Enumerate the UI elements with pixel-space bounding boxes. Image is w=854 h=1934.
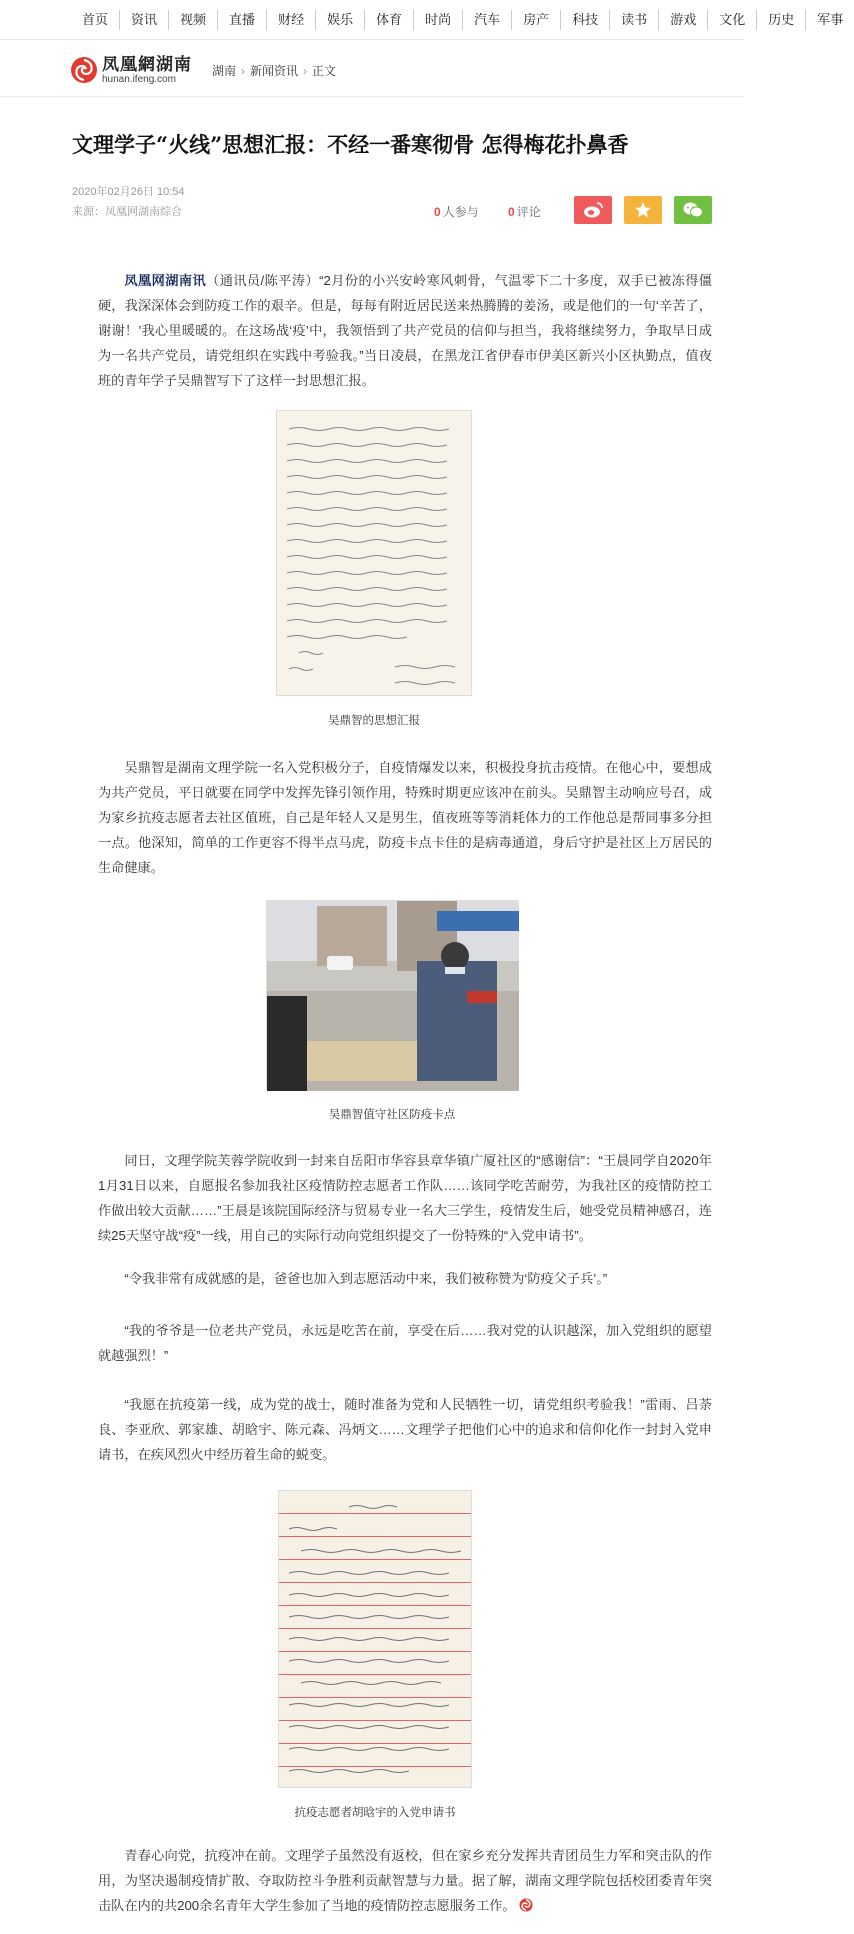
nav-item[interactable]: 军事	[817, 12, 844, 27]
favorite-button[interactable]	[624, 196, 662, 224]
breadcrumb-hunan[interactable]: 湖南	[212, 64, 237, 78]
logo-text: 凤凰網湖南	[102, 55, 192, 75]
article-source: 来源：凤凰网湖南综合	[72, 206, 182, 218]
nav-item[interactable]: 科技	[561, 10, 610, 30]
nav-item[interactable]: 视频	[169, 10, 218, 30]
nav-item[interactable]: 文化	[708, 10, 757, 30]
share-weibo-button[interactable]	[574, 196, 612, 224]
article-paragraph: 吴鼎智是湖南文理学院一名入党积极分子，自疫情爆发以来，积极投身抗击疫情。在他心中，要想成为共产党员，平日就要在同学中发挥先锋引领作用，特殊时期更应该冲在前头。吴鼎智主动响应号召，成为家乡抗疫志愿者去社区值班，自己是年轻人又是男生，值夜班等等消耗体力的工作他总是帮同事多分担一点。他深知，简单的工作更容不得半点马虎，防疫卡点卡住的是病毒通道，身后守护是社区上万居民的生命健康。	[98, 760, 712, 875]
participants-label: 人参与	[442, 205, 479, 219]
article-date: 2020年02月26日 10:54	[72, 186, 185, 198]
checkpoint-photo	[266, 900, 518, 1090]
nav-item[interactable]: 直播	[218, 10, 267, 30]
nav-list	[70, 10, 854, 30]
paragraph-text: （通讯员/陈平涛）“2月份的小兴安岭寒风刺骨，气温零下二十多度，双手已被冻得僵硬，我深深体会到防疫工作的艰辛。但是，每每有附近居民送来热腾腾的姜汤，或是他们的一句‘辛苦了，谢谢！’我心里暖暖的。在这场战‘疫’中，我领悟到了共产党员的信仰与担当，我将继续努力，争取早日成为一名共产党员，请党组织在实践中考验我。”当日凌晨，在黑龙江省伊春市伊美区新兴小区执勤点，值夜班的青年学子吴鼎智写下了这样一封思想汇报。	[98, 273, 712, 388]
article-paragraph: 同日，文理学院芙蓉学院收到一封来自岳阳市华容县章华镇广厦社区的“感谢信”：“王晨同学自2020年1月31日以来，自愿报名参加我社区疫情防控志愿者工作队……该同学吃苦耐劳，为我社区的疫情防控工作做出较大贡献……”王晨是该院国际经济与贸易专业一名大三学生，疫情发生后，她受党员精神感召，连续25天坚守战“疫”一线，用自己的实际行动向党组织提交了一份特殊的“入党申请书”。	[98, 1153, 712, 1243]
phoenix-logo-icon	[70, 56, 98, 84]
phoenix-end-icon	[519, 1898, 533, 1912]
nav-item[interactable]: 读书	[610, 10, 659, 30]
site-logo[interactable]	[70, 54, 208, 90]
article-paragraph: “令我非常有成就感的是，爸爸也加入到志愿活动中来，我们被称赞为‘防疫父子兵’。”	[124, 1271, 608, 1286]
nav-item[interactable]: 汽车	[463, 10, 512, 30]
nav-item[interactable]: 历史	[757, 10, 806, 30]
nav-item[interactable]: 财经	[267, 10, 316, 30]
participants-number: 0	[434, 205, 441, 219]
thought-report-image	[276, 410, 472, 696]
nav-item[interactable]: 体育	[365, 10, 414, 30]
header-divider	[0, 96, 744, 97]
article-paragraph	[98, 1843, 712, 1918]
image-caption: 吴鼎智的思想汇报	[328, 713, 420, 727]
article-paragraph: “我愿在抗疫第一线，成为党的战士，随时准备为党和人民牺牲一切，请党组织考验我！”雷雨、吕荼良、李亚欣、郭家雄、胡晗宇、陈元森、冯炳文……文理学子把他们心中的追求和信仰化作一封封入党申请书，在疾风烈火中经历着生命的蜕变。	[98, 1397, 712, 1462]
breadcrumb-current: 正文	[312, 64, 337, 78]
share-wechat-button[interactable]	[674, 196, 712, 224]
nav-item[interactable]: 资讯	[120, 10, 169, 30]
top-nav	[0, 0, 844, 40]
article-paragraph	[98, 268, 712, 393]
application-handwriting	[279, 1491, 473, 1789]
handwriting-lines	[277, 411, 473, 697]
star-icon	[634, 201, 652, 219]
nav-item[interactable]: 房产	[512, 10, 561, 30]
participants-count[interactable]	[434, 204, 479, 220]
paragraph-text: 青春心向党，抗疫冲在前。文理学子虽然没有返校，但在家乡充分发挥共青团员生力军和突击队的作用，为坚决遏制疫情扩散、夺取防控斗争胜利贡献智慧与力量。据了解，湖南文理学院包括校团委青年突击队在内的共200余名青年大学生参加了当地的疫情防控志愿服务工作。	[98, 1848, 712, 1913]
nav-item[interactable]: 时尚	[414, 10, 463, 30]
party-application-image	[278, 1490, 472, 1788]
article-paragraph: “我的爷爷是一位老共产党员，永远是吃苦在前，享受在后……我对党的认识越深，加入党组织的愿望就越强烈！”	[98, 1323, 712, 1363]
image-caption: 抗疫志愿者胡晗宇的入党申请书	[294, 1805, 456, 1819]
nav-item[interactable]: 首页	[70, 10, 120, 30]
breadcrumb-separator: ›	[303, 64, 308, 78]
breadcrumb-news[interactable]: 新闻资讯	[250, 64, 299, 78]
comments-label: 评论	[516, 205, 541, 219]
breadcrumb-separator: ›	[241, 64, 246, 78]
comments-count[interactable]	[508, 204, 541, 220]
comments-number: 0	[508, 205, 515, 219]
weibo-icon	[582, 201, 604, 219]
article-title: 文理学子“火线”思想汇报：不经一番寒彻骨 怎得梅花扑鼻香	[72, 132, 629, 157]
logo-domain: hunan.ifeng.com	[102, 74, 176, 85]
checkpoint-photo-scene	[267, 901, 519, 1091]
dateline: 凤凰网湖南讯	[124, 273, 207, 288]
image-caption: 吴鼎智值守社区防疫卡点	[328, 1107, 456, 1121]
breadcrumb	[212, 62, 336, 80]
header	[0, 44, 744, 92]
nav-item[interactable]: 游戏	[659, 10, 708, 30]
wechat-icon	[682, 201, 704, 219]
nav-item[interactable]: 娱乐	[316, 10, 365, 30]
